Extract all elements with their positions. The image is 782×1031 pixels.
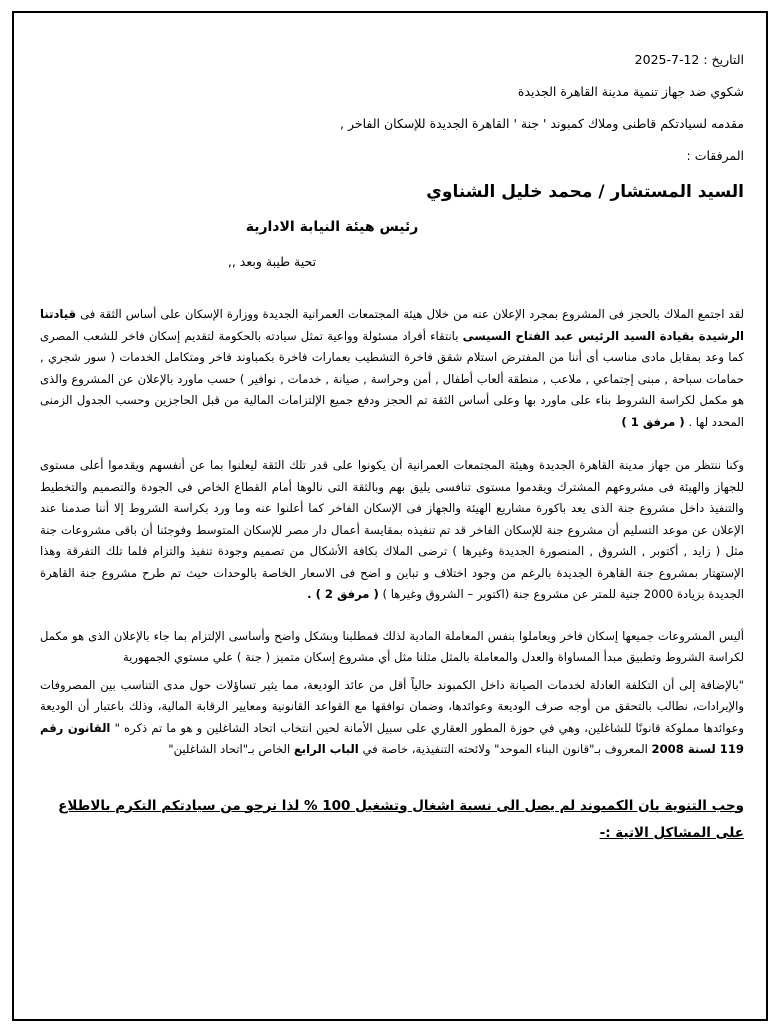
p1-line-3: لتقديم إسكان فاخر للشعب المصرى كما وعد بمقابل مادى مناسب أى أننا من المفترض استلام شقق فاخرة التشطيب بعمارات	[40, 328, 744, 364]
closing-line-2: على المشاكل الاتية :-	[599, 824, 744, 841]
submitted-by: مقدمه لسيادتكم قاطنى وملاك كمبوند ' جنة ' القاهرة الجديدة للإسكان الفاخر ,	[340, 116, 744, 131]
paragraph-2	[40, 455, 744, 606]
p1-leader-phrase: قيادتنا الرشيدة بقيادة السيد الرئيس عبد الفتاح السيسى	[40, 307, 745, 343]
p3-line-3: علي مستوي الجمهورية	[122, 650, 234, 664]
p1-line-4: فاخرة بكمباوند فاخر ومتكامل الخدمات ( سور شجري , حمامات سباحة , مبنى إجتماعي , ملاعب , منطقة ألعاب أطفال , أمن	[40, 350, 745, 386]
p4-line-1: "بالإضافة إلى أن التكلفة العادلة لخدمات الصيانة داخل الكمبوند حالياً أقل من عائد الوديعة، مما يثير تساؤلات حول مدى التناسب	[120, 677, 744, 692]
p1-line-1: لقد اجتمع الملاك بالحجز فى المشروع بمجرد الإعلان عنه من خلال هيئة المجتمعات العمرانية الجديدة ووزارة الإسكان على أساس	[125, 307, 745, 321]
law-reference: القانون رقم 119 لسنة 2008	[40, 720, 744, 756]
addressee-position: رئيس هيئة النيابة الادارية	[245, 219, 419, 235]
p3-line-2: بالإعلان الذى هو مكمل لكراسة الشروط وتطبيق مبدأ المساواة والعدل والمعاملة بالمثل مثلنا مثل أي مشروع إسكان متميز ( جنة )	[40, 628, 744, 664]
closing-statement	[40, 793, 744, 847]
paragraph-3	[40, 626, 744, 669]
addressee-name: محمد خليل الشناوي	[426, 182, 593, 202]
p3-line-1: أليس المشروعات جميعها إسكان فاخر ويعاملوا بنفس المعاملة المادية لذلك فمطلبنا وبشكل واضح وأساسى الإلتزام بما جاء	[153, 628, 744, 643]
date-label: التاريخ :	[703, 52, 744, 67]
p4-line-4b: المعروف بـ"قانون البناء الموحد" ولائحته التنفيذية، خاصة في	[362, 742, 648, 756]
addressee-line	[40, 172, 744, 212]
addressee-separator: /	[598, 182, 605, 202]
greeting: تحية طيبة وبعد ,,	[227, 254, 317, 269]
closing-line-1: وجب التنوية بان الكمبوند لم يصل الى نسبة اشغال وتشغيل 100 % لذا نرجو من سيادتكم التكرم بالاطلاع	[58, 797, 744, 814]
p4-line-2: بين المصروفات والإيرادات، نطالب بالتحقق من أوجه صرف الوديعة وعوائدها، وضمان توافقها مع القواعد القانونية ومعايير الرقابة	[40, 677, 745, 713]
p1-line-5: وحراسة , صيانة , خدمات , نوافير ) حسب ماورد بالإعلان عن المشروع والذى هو مكمل لكراسة الشروط بناء على ماورد بها وعلى	[40, 371, 744, 407]
p2-line-5: بمقايسة أعمال دار مصر للإسكان المتوسط وفوجئنا أن باقى مشروعات جنة مثل ( زايد , أكتوبر , الشروق , المنصورة الجديدة	[40, 522, 744, 558]
p2-line-6: وغيرها ) ترضى الملاك بكافة الأشكال من تصميم وجودة تنفيذ والتزام فلما تلك التفرقة وهذا الإستهتار بمشروع جنة القاهرة الجديدة	[40, 544, 744, 580]
p2-line-1: وكنا ننتظر من جهاز مدينة القاهرة الجديدة وهيئة المجتمعات العمرانية أن يكونوا على قدر تلك الثقة ليعلنوا بما عن أنفسهم	[149, 458, 744, 472]
p2-line-3: الخاص فى الجودة والتصميم والتخطيط والتنفيذ داخل مشروع جنة الذى يعد باكورة مشاريع الهيئة والجهاز فى الإسكان الفاخر كما	[40, 479, 744, 515]
paragraph-1	[40, 304, 744, 433]
attachments-label: المرفقات :	[686, 148, 744, 163]
p1-line-2b: بانتقاء أفراد مسئولة وواعية تمثل سيادته بالحكومة	[218, 328, 459, 343]
p1-line-6: أساس الثقة تم الحجز ودفع جميع الإلتزامات المالية من قبل الحاجزين وحسب الجدول الزمنى المحدد لها .	[40, 393, 744, 429]
p4-line-5: الخاص بـ"اتحاد الشاغلين"	[168, 742, 291, 756]
attachment-ref-1: ( مرفق 1 )	[621, 414, 685, 429]
date-line	[40, 44, 744, 76]
p2-line-8: جنية للمتر عن مشروع جنة (اكتوبر – الشروق وغيرها )	[382, 587, 641, 601]
addressee-title: السيد المستشار	[610, 182, 744, 202]
p1-line-2a: الثقة فى	[80, 307, 122, 321]
chapter-reference: الباب الرابع	[293, 742, 359, 756]
p2-line-2: ويقدموا أعلى مستوى للجهاز والهيئة فى مشروعهم المشترك ويقدموا مستوى تنافسى يليق بهم وبالثقة التى نالوها أمام القطاع	[40, 458, 744, 494]
attachment-ref-2: ( مرفق 2 ) .	[307, 587, 379, 601]
p4-line-4a: اتحاد الشاغلين و هو ما تم ذكره "	[114, 720, 276, 735]
p2-line-4: أعلنوا عنه وما ورد بكراسة الشروط إلا أننا صدمنا عند الإعلان عن موعد التسليم أن مشروع جنة للإسكان الفاخر قد تم تنفيذه	[40, 501, 744, 537]
p4-line-3: المالية، وذلك باعتبار أن الوديعة وعوائدها مملوكة قانونًا للشاغلين، وهي في حوزة المطور العقاري على سبيل الأمانة لحين انتخاب	[40, 699, 745, 735]
p2-line-7: بالرغم من وجود اختلاف و تباين و اضح فى الاسعار الخاصة بالوحدات حيث تم طرح مشروع جنة القاهرة الجديدة بزيادة 2000	[40, 565, 744, 601]
date-value: 12-7-2025	[634, 52, 700, 67]
complaint-subject: شكوي ضد جهاز تنمية مدينة القاهرة الجديدة	[517, 84, 744, 99]
document-body	[40, 44, 744, 847]
paragraph-4	[40, 675, 744, 761]
